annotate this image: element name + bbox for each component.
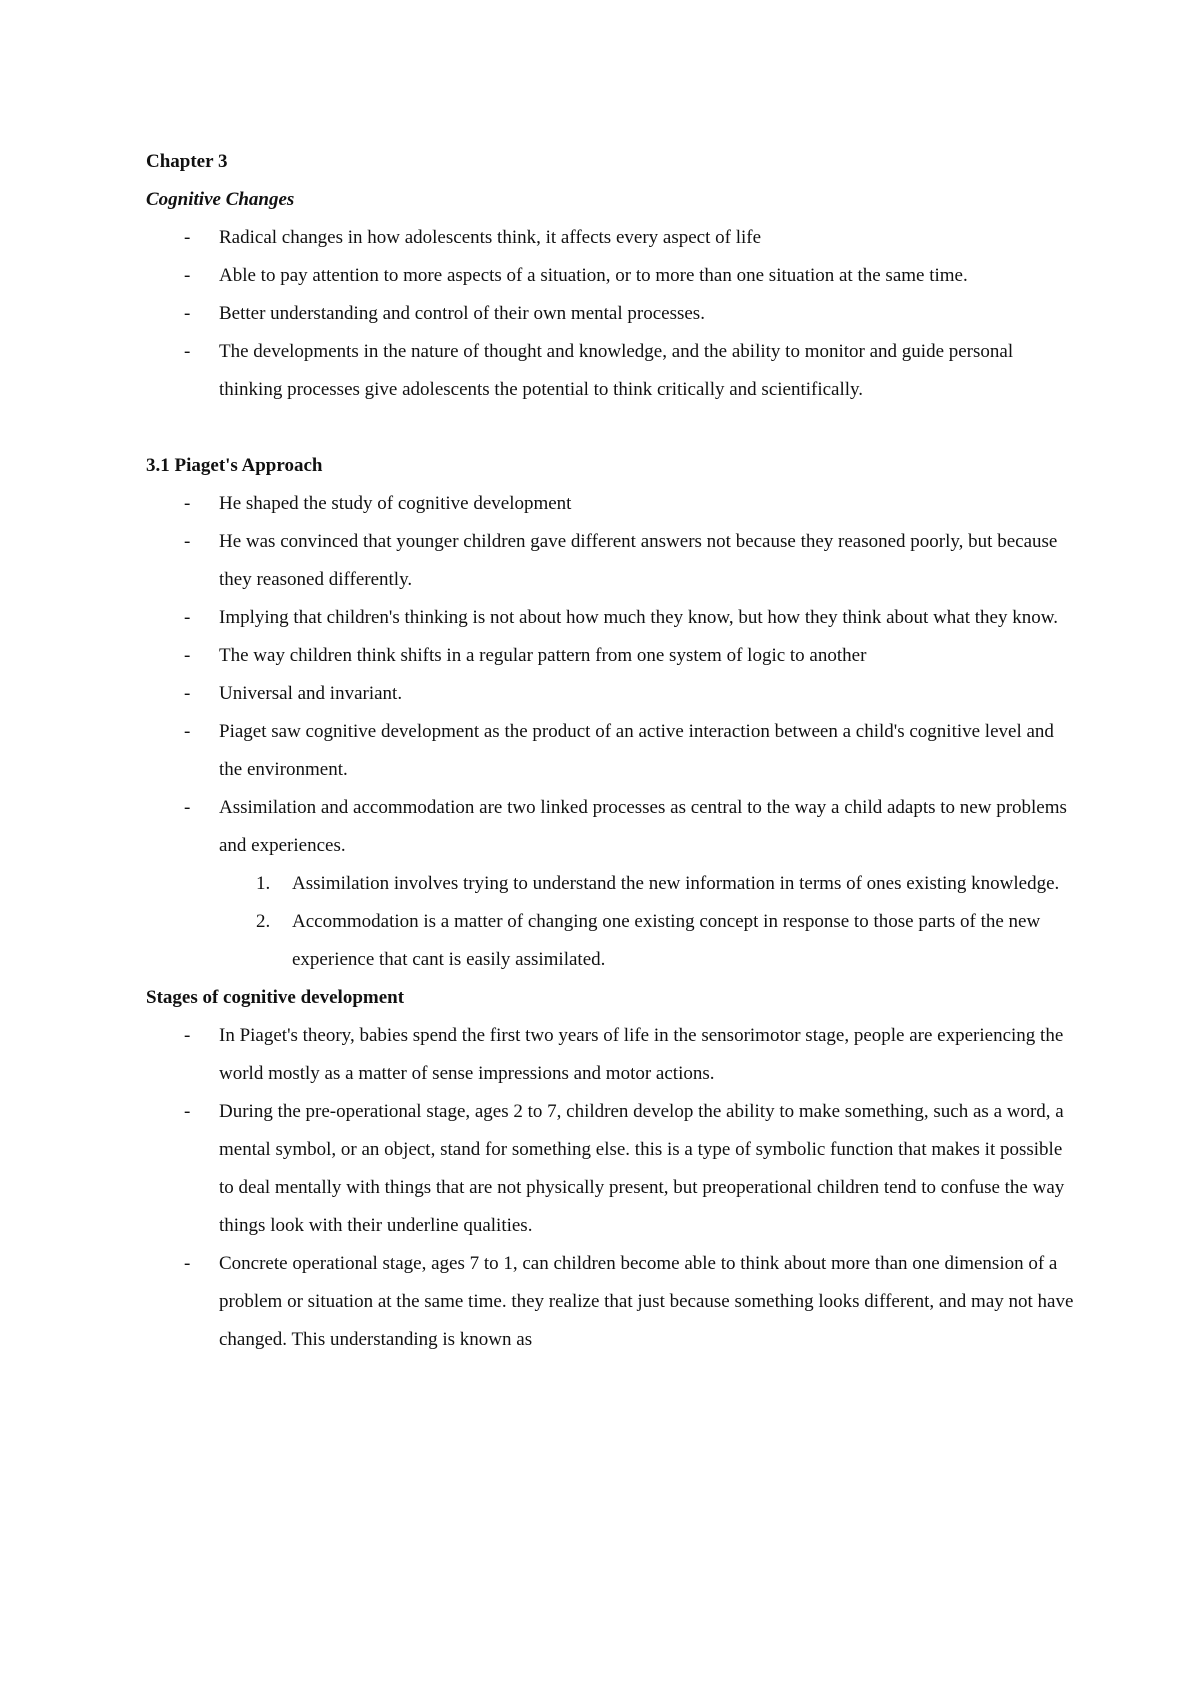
list-item: - Better understanding and control of their own mental processes. [146, 295, 1076, 333]
section-title-stages: Stages of cognitive development [146, 987, 405, 1008]
list-item: - Universal and invariant. [146, 675, 1076, 713]
item-number: 2. [256, 911, 271, 932]
list-item: - Radical changes in how adolescents think, it affects every aspect of life [146, 219, 1076, 257]
stages-bullet-list [146, 1017, 1076, 1359]
list-item: - During the pre-operational stage, ages 2 to 7, children develop the ability to make something, such as a word, a mental symbol, or an object, stand for something else. this is a type of symbolic function that makes it possible to deal mentally with things that are not physically present, but preoperational children tend to confuse the way things look with their underline qualities. [146, 1093, 1076, 1245]
chapter-title: Chapter 3 [146, 151, 228, 172]
numbered-item [146, 865, 1076, 903]
numbered-item [146, 903, 1076, 979]
list-item: - Implying that children's thinking is not about how much they know, but how they think about what they know. [146, 599, 1076, 637]
document-body [146, 143, 1076, 1359]
list-item: - He shaped the study of cognitive development [146, 485, 1076, 523]
list-item: - In Piaget's theory, babies spend the first two years of life in the sensorimotor stage, people are experiencing the world mostly as a matter of sense impressions and motor actions. [146, 1017, 1076, 1093]
chapter-subtitle: Cognitive Changes [146, 189, 295, 210]
list-item: - Piaget saw cognitive development as the product of an active interaction between a child's cognitive level and the environment. [146, 713, 1076, 789]
list-item: - He was convinced that younger children gave different answers not because they reasoned poorly, but because they reasoned differently. [146, 523, 1076, 599]
list-item: - Concrete operational stage, ages 7 to 1, can children become able to think about more than one dimension of a problem or situation at the same time. they realize that just because something looks different, and may not have changed. This understanding is known as [146, 1245, 1076, 1359]
section-title-piaget: 3.1 Piaget's Approach [146, 455, 323, 476]
list-item: - Able to pay attention to more aspects of a situation, or to more than one situation at the same time. [146, 257, 1076, 295]
section-gap [146, 409, 1076, 447]
list-item: - The developments in the nature of thought and knowledge, and the ability to monitor and guide personal thinking processes give adolescents the potential to think critically and scientifically. [146, 333, 1076, 409]
item-text: Assimilation involves trying to understand the new information in terms of ones existing knowledge. [292, 873, 1060, 894]
piaget-bullet-list [146, 485, 1076, 865]
item-text: Accommodation is a matter of changing one existing concept in response to those parts of the new experience that cant is easily assimilated. [292, 911, 1041, 970]
item-number: 1. [256, 873, 271, 894]
chapter-bullet-list [146, 219, 1076, 409]
piaget-numbered-list [146, 865, 1076, 979]
list-item: - Assimilation and accommodation are two linked processes as central to the way a child adapts to new problems and experiences. [146, 789, 1076, 865]
list-item: - The way children think shifts in a regular pattern from one system of logic to another [146, 637, 1076, 675]
